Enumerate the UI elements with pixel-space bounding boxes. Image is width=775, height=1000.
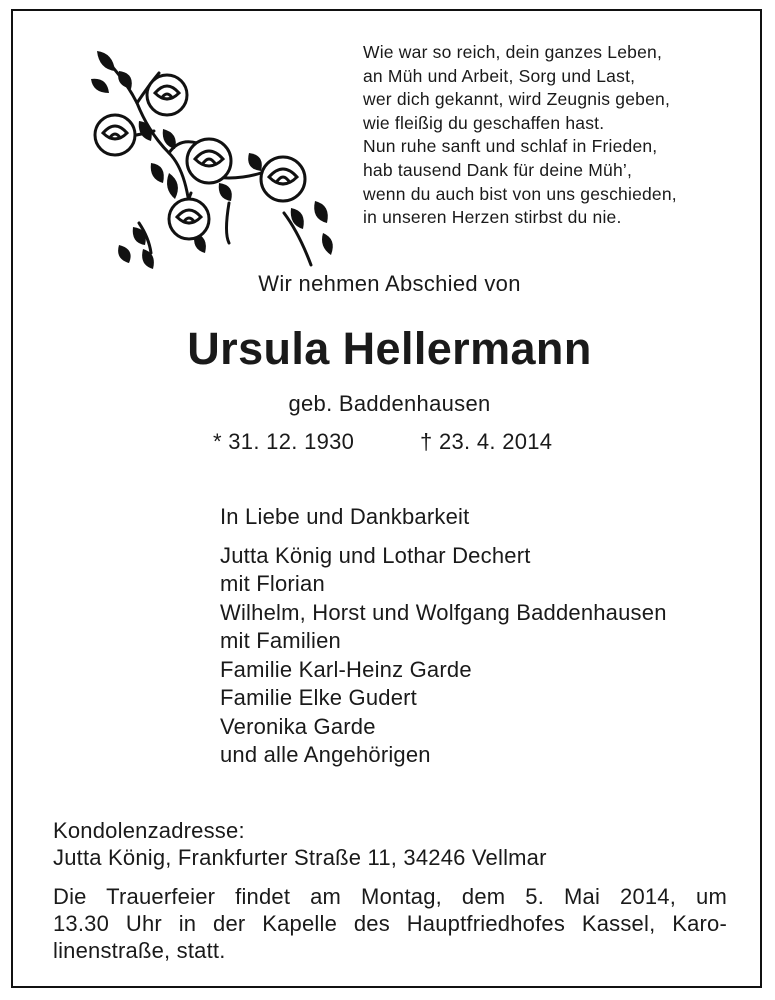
mourner-line: und alle Angehörigen bbox=[220, 742, 431, 767]
poem-line: wenn du auch bist von uns geschieden, bbox=[363, 183, 677, 204]
poem-line: Wie war so reich, dein ganzes Leben, bbox=[363, 42, 663, 62]
obituary-notice bbox=[11, 9, 762, 988]
mourner-line: Familie Elke Gudert bbox=[220, 685, 417, 710]
thanks-line: In Liebe und Dankbarkeit bbox=[220, 504, 470, 529]
maiden-name: geb. Baddenhausen bbox=[288, 391, 491, 416]
poem-line: hab tausend Dank für deine Müh’, bbox=[363, 159, 633, 180]
ceremony-line: linenstraße, statt. bbox=[53, 938, 226, 963]
ceremony-line: Die Trauerfeier findet am Montag, dem 5. Mai 2014, um bbox=[53, 884, 727, 909]
roses-illustration-icon bbox=[79, 43, 344, 275]
farewell-intro: Wir nehmen Abschied von bbox=[258, 271, 521, 296]
poem-line: Nun ruhe sanft und schlaf in Frieden, bbox=[363, 136, 658, 157]
death-date: † 23. 4. 2014 bbox=[420, 429, 553, 454]
poem bbox=[363, 41, 753, 230]
mourner-line: Jutta König und Lothar Dechert bbox=[220, 542, 531, 568]
mourner-line: Veronika Garde bbox=[220, 713, 376, 739]
mourner-line: mit Familien bbox=[220, 628, 341, 653]
mourner-line: Wilhelm, Horst und Wolfgang Baddenhausen bbox=[220, 599, 667, 625]
condolence-address-line: Jutta König, Frankfurter Straße 11, 34246 Vellmar bbox=[53, 845, 547, 870]
birth-date: * 31. 12. 1930 bbox=[213, 429, 355, 454]
mourners-list bbox=[220, 503, 760, 770]
mourner-line: mit Florian bbox=[220, 571, 325, 596]
poem-line: an Müh und Arbeit, Sorg und Last, bbox=[363, 65, 636, 86]
poem-line: in unseren Herzen stirbst du nie. bbox=[363, 207, 622, 228]
deceased-name: Ursula Hellermann bbox=[187, 323, 592, 374]
mourner-line: Familie Karl-Heinz Garde bbox=[220, 656, 472, 682]
ceremony-line: 13.30 Uhr in der Kapelle des Hauptfriedhofes Kassel, Karo- bbox=[53, 911, 727, 936]
condolence-address bbox=[53, 817, 733, 871]
poem-line: wer dich gekannt, wird Zeugnis geben, bbox=[363, 89, 671, 110]
poem-line: wie fleißig du geschaffen hast. bbox=[363, 112, 605, 133]
funeral-service-info bbox=[53, 883, 727, 964]
condolence-label: Kondolenzadresse: bbox=[53, 818, 245, 843]
